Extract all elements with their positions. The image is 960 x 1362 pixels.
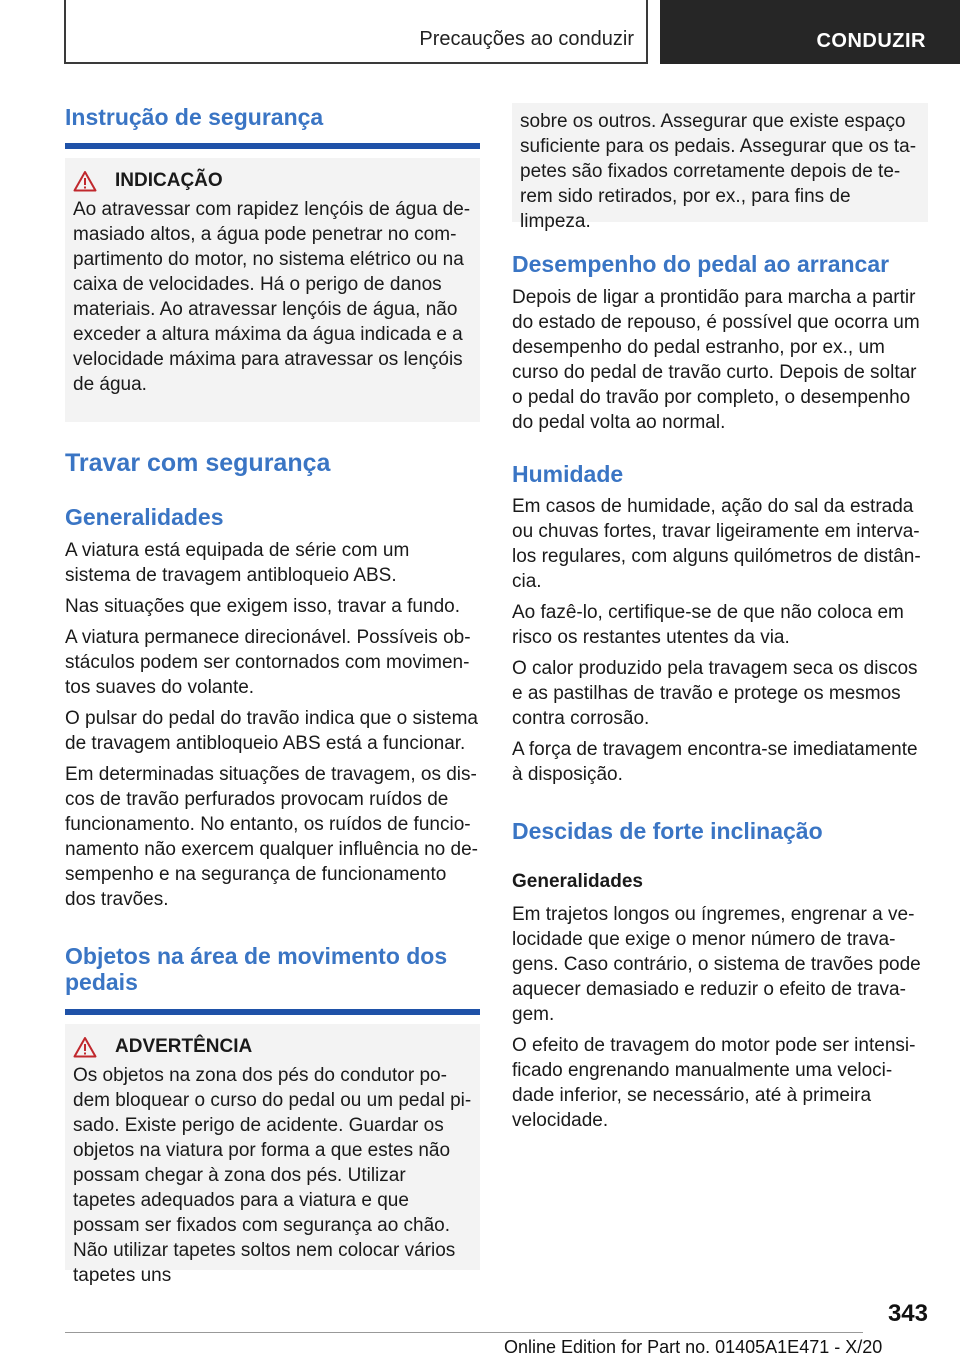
note-title-row [73,168,472,193]
paragraph: A força de travagem encontra-se imediatamente à disposição. [512,739,918,785]
chapter-title: CONDUZIR [816,30,926,52]
heading-brake-safely: Travar com segurança [65,449,331,477]
section-title: Precauções ao conduzir [419,28,634,50]
heading-general: Generalidades [65,504,224,530]
warning-triangle-icon [73,1036,97,1058]
page-header [64,0,960,64]
paragraph: Depois de ligar a prontidão para marcha a partir do estado de repouso, é possível que ocorra um desempenho do pedal estranho, por ex., um curso do pedal de travão curto. Depois de soltar o pedal do travão por completo, o desempenho do pedal volta ao normal. [512,287,920,433]
heading-rule [65,143,480,149]
warning-title: ADVERTÊNCIA [115,1036,253,1057]
heading-safety-instruction: Instrução de segurança [65,104,324,130]
warning-text: Os objetos na zona dos pés do condutor podem bloquear o curso do pedal ou um pedal pisado. Existe perigo de acidente. Guardar os objetos na viatura por forma a que estes não possam chegar à zona dos pés. Utilizar tapetes adequados para a viatura e que possam ser fixados com segurança ao chão. Não utilizar tapetes soltos nem colocar vários tapetes uns [73,1065,472,1286]
paragraph: Em trajetos longos ou íngremes, engrenar a velocidade que exige o menor número de travagens. Caso contrário, o sistema de travões pode aquecer demasiado e reduzir o efeito de travagem. [512,904,921,1025]
paragraph: A viatura está equipada de série com um sistema de travagem antibloqueio ABS. [65,540,410,586]
warning-triangle-icon [73,170,97,192]
note-title: INDICAÇÃO [115,170,223,191]
paragraph: O pulsar do pedal do travão indica que o sistema de travagem antibloqueio ABS está a funcionar. [65,708,478,754]
humidity-paragraphs [512,494,928,793]
paragraph: Em determinadas situações de travagem, os discos de travão perfurados provocam ruídos de funcionamento. No entanto, os ruídos de funcionamento não exercem qualquer influência no desempenho e na segurança de funcionamento dos travões. [65,764,478,910]
descent-paragraphs [512,902,928,1139]
paragraph: A viatura permanece direcionável. Possíveis obstáculos podem ser contornados com movimentos suaves do volante. [65,627,471,698]
warning-title-row [73,1034,472,1059]
section-tab [64,0,648,64]
paragraph: Em casos de humidade, ação do sal da estrada ou chuvas fortes, travar ligeiramente em intervalos regulares, com alguns quilómetros de distância. [512,496,921,592]
warning-box [65,1024,480,1286]
heading-general-sub: Generalidades [512,871,643,892]
edition-note: Online Edition for Part no. 01405A1E471 - X/20 [504,1337,883,1357]
heading-humidity: Humidade [512,461,624,487]
paragraph: Nas situações que exigem isso, travar a fundo. [65,596,460,617]
heading-pedal-performance: Desempenho do pedal ao arrancar [512,251,890,277]
heading-rule [65,1009,480,1015]
chapter-tab [660,0,960,64]
paragraph: O calor produzido pela travagem seca os discos e as pastilhas de travão e protege os mesmos contra corrosão. [512,658,918,729]
warning-box-continued [512,103,928,232]
heading-steep-descents: Descidas de forte inclinação [512,818,823,844]
pedal-paragraphs [512,285,928,441]
note-text: Ao atravessar com rapidez lençóis de água demasiado altos, a água pode penetrar no compartimento do motor, no sistema elétrico ou na caixa de velocidades. Há o perigo de danos materiais. Ao atravessar lençóis de água, não exceder a altura máxima da água indicada e a velocidade máxima para atravessar os lençóis de água. [73,199,471,395]
paragraph: O efeito de travagem do motor pode ser intensificado engrenando manualmente uma velocidade inferior, se necessário, até à primeira velocidade. [512,1035,916,1131]
footer-rule [65,1332,863,1333]
heading-pedal-objects: Objetos na área de movimento dos pedais [65,943,448,995]
page-number: 343 [887,1300,928,1327]
warning-text-continued: sobre os outros. Assegurar que existe espaço suficiente para os pedais. Assegurar que os tapetes são fixados corretamente depois de terem sido retirados, por ex., para fins de limpeza. [520,111,917,232]
brake-paragraphs [65,538,480,918]
note-box [65,158,480,422]
paragraph: Ao fazê-lo, certifique-se de que não coloca em risco os restantes utentes da via. [512,602,904,648]
